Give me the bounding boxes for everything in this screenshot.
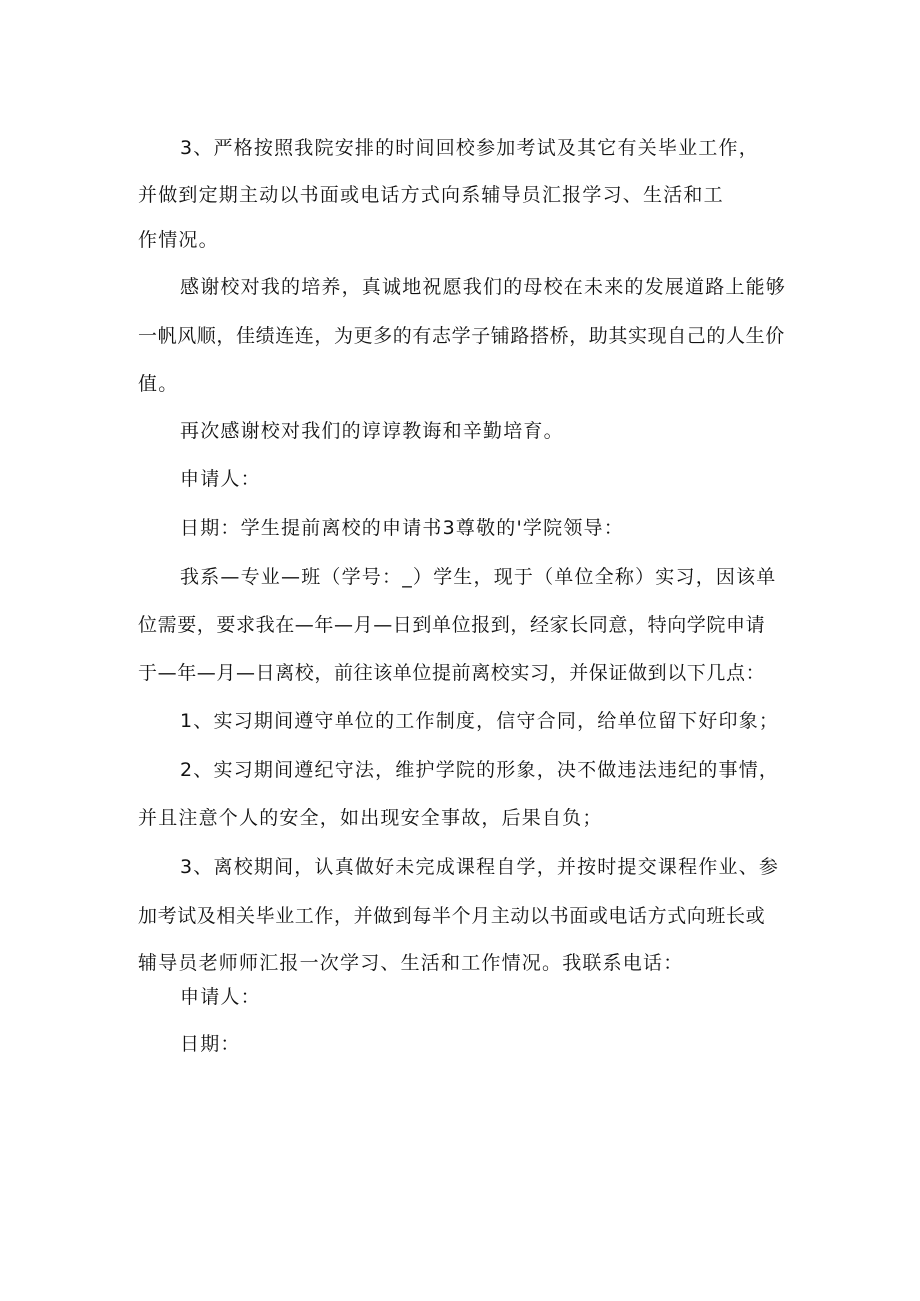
paragraph-line: 并且注意个人的安全，如出现安全事故，后果自负； (138, 807, 603, 829)
signature-label: 申请人： (180, 468, 261, 490)
paragraph-line: 位需要，要求我在—年—月—日到单位报到，经家长同意，特向学院申请 (138, 614, 766, 636)
paragraph-line: 再次感谢校对我们的谆谆教诲和辛勤培育。 (180, 420, 564, 442)
paragraph-line: 辅导员老师师汇报一次学习、生活和工作情况。我联系电话： (138, 952, 684, 974)
paragraph-line: 日期：学生提前离校的申请书3尊敬的'学院领导： (180, 517, 624, 539)
signature-label: 申请人： (180, 986, 261, 1008)
paragraph-line: 并做到定期主动以书面或电话方式向系辅导员汇报学习、生活和工 (138, 184, 724, 206)
paragraph-line: 于—年—月—日离校，前往该单位提前离校实习，并保证做到以下几点： (138, 662, 766, 684)
paragraph-line: 加考试及相关毕业工作，并做到每半个月主动以书面或电话方式向班长或 (138, 905, 766, 927)
date-label: 日期： (180, 1033, 241, 1055)
paragraph-line: 作情况。 (138, 229, 219, 251)
paragraph-line: 值。 (138, 373, 179, 395)
paragraph-line: 感谢校对我的培养，真诚地祝愿我们的母校在未来的发展道路上能够 (180, 276, 787, 298)
paragraph-line: 一帆风顺，佳绩连连，为更多的有志学子铺路搭桥，助其实现自己的人生价 (138, 325, 785, 347)
list-item: 3、离校期间，认真做好未完成课程自学，并按时提交课程作业、参 (180, 856, 780, 878)
paragraph-line: 我系—专业—班（学号：_）学生，现于（单位全称）实习，因该单 (180, 566, 777, 588)
paragraph-line: 3、严格按照我院安排的时间回校参加考试及其它有关毕业工作， (180, 137, 759, 159)
list-item: 2、实习期间遵纪守法，维护学院的形象，决不做违法违纪的事情， (180, 759, 780, 781)
list-item: 1、实习期间遵守单位的工作制度，信守合同，给单位留下好印象； (180, 710, 780, 732)
